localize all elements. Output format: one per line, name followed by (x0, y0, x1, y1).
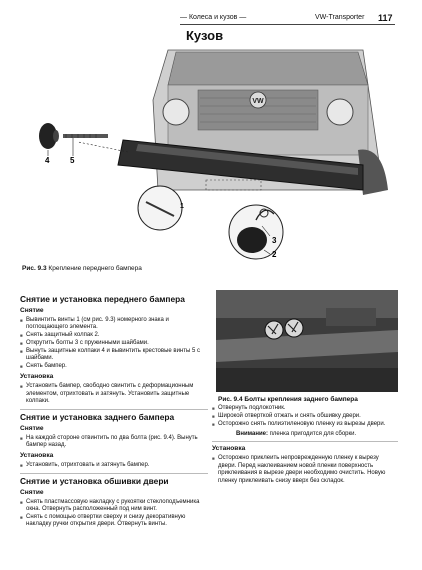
figure2-caption: Рис. 9.4 Болты крепления заднего бампера (218, 396, 358, 403)
list-item: ■ Снять защитный колпак 2. (20, 332, 208, 339)
callout-4: 4 (45, 156, 50, 165)
rear-removal-label: Снятие (20, 424, 44, 432)
photo-bottom (216, 368, 398, 392)
callout-2: 2 (272, 250, 277, 259)
figure-front-bumper (18, 40, 398, 260)
front-removal-list (20, 317, 208, 370)
list-item: ■ Установить бампер, свободно свинтить с деформационным элементом, отрихтовать и затянуть. Установить защитные колпаки. (20, 383, 208, 405)
door-trim-heading: Снятие и установка обшивки двери (20, 475, 169, 486)
right-headlight (327, 99, 353, 125)
header-model: VW-Transporter (315, 14, 365, 21)
list-item: ■ Широкой отверткой отжать и снять обшивку двери. (212, 413, 398, 420)
door-removal-list (20, 499, 208, 529)
list-item: ■ Вывинтить винты 1 (см рис. 9.3) номерного знака и поглощающего элемента. (20, 317, 208, 332)
windshield (168, 52, 368, 85)
figure1-caption-number: Рис. 9.3 (22, 265, 47, 272)
list-item: ■ Снять с помощью отвертки сверху и снизу декоративную накладку ручки открытия двери. Отвернуть винты. (20, 514, 208, 529)
rear-bumper-heading: Снятие и установка заднего бампера (20, 411, 175, 422)
page-title: Кузов (186, 28, 224, 43)
warning-note (212, 431, 398, 438)
front-install-list (20, 383, 208, 405)
divider (20, 473, 208, 474)
screw-part (63, 134, 108, 138)
list-item: ■ Снять пластмассовую накладку с рукоятки стеклоподъемника окна. Отвернуть расположенный под ним винт. (20, 499, 208, 514)
header-rule (180, 24, 395, 25)
warning-label: Внимание: (236, 431, 268, 437)
left-headlight (163, 99, 189, 125)
right-column (212, 405, 398, 485)
door-removal-cont-list (212, 405, 398, 428)
door-install-list (212, 455, 398, 485)
figure1-caption-text: Крепление переднего бампера (48, 265, 142, 272)
page-number: 117 (378, 13, 393, 23)
warning-text: пленка пригодится для сборки. (269, 431, 357, 437)
photo-bracket (326, 308, 376, 326)
rear-install-label: Установка (20, 452, 54, 460)
list-item: ■ Открутить болты 3 с пружинными шайбами. (20, 340, 208, 347)
door-removal-label: Снятие (20, 488, 44, 496)
left-column (20, 292, 208, 529)
vw-logo-text: VW (252, 98, 264, 105)
callout-3: 3 (272, 236, 277, 245)
list-item: ■ Установить, отрихтовать и затянуть бампер. (20, 462, 208, 469)
list-item: ■ На каждой стороне отвинтить по два болта (рис. 9.4). Вынуть бампер назад. (20, 435, 208, 450)
front-bumper-heading: Снятие и установка переднего бампера (20, 294, 185, 304)
front-removal-label: Снятие (20, 307, 44, 314)
figure-rear-bumper-photo (216, 290, 398, 392)
divider (212, 441, 398, 442)
figure1-caption (22, 265, 142, 272)
callout-5: 5 (70, 156, 75, 165)
list-item: ■ Вынуть защитные колпаки 4 и вывинтить крестовые винты 5 с шайбами. (20, 348, 208, 363)
header-section: — Колеса и кузов — (180, 14, 247, 21)
callout-1: 1 (180, 203, 184, 210)
rear-removal-list (20, 435, 208, 450)
list-item: ■ Отвернуть подлокотник. (212, 405, 398, 412)
door-install-label: Установка (212, 445, 246, 453)
protective-cap-part (39, 123, 59, 149)
rear-install-list (20, 462, 208, 469)
divider (20, 409, 208, 410)
protective-cap-2 (237, 227, 267, 253)
list-item: ■ Осторожно приклеить непроврежденную пленку к вырезу двери. Перед наклеиванием новой пленки поверхность приклеивания в вырезе двери необходимо очистить. Новую пленку приклеивать снизу вверх без складок. (212, 455, 398, 485)
front-install-label: Установка (20, 373, 54, 381)
list-item: ■ Снять бампер. (20, 363, 208, 370)
list-item: ■ Осторожно снять полиэтиленовую пленку из вырезы двери. (212, 421, 398, 428)
